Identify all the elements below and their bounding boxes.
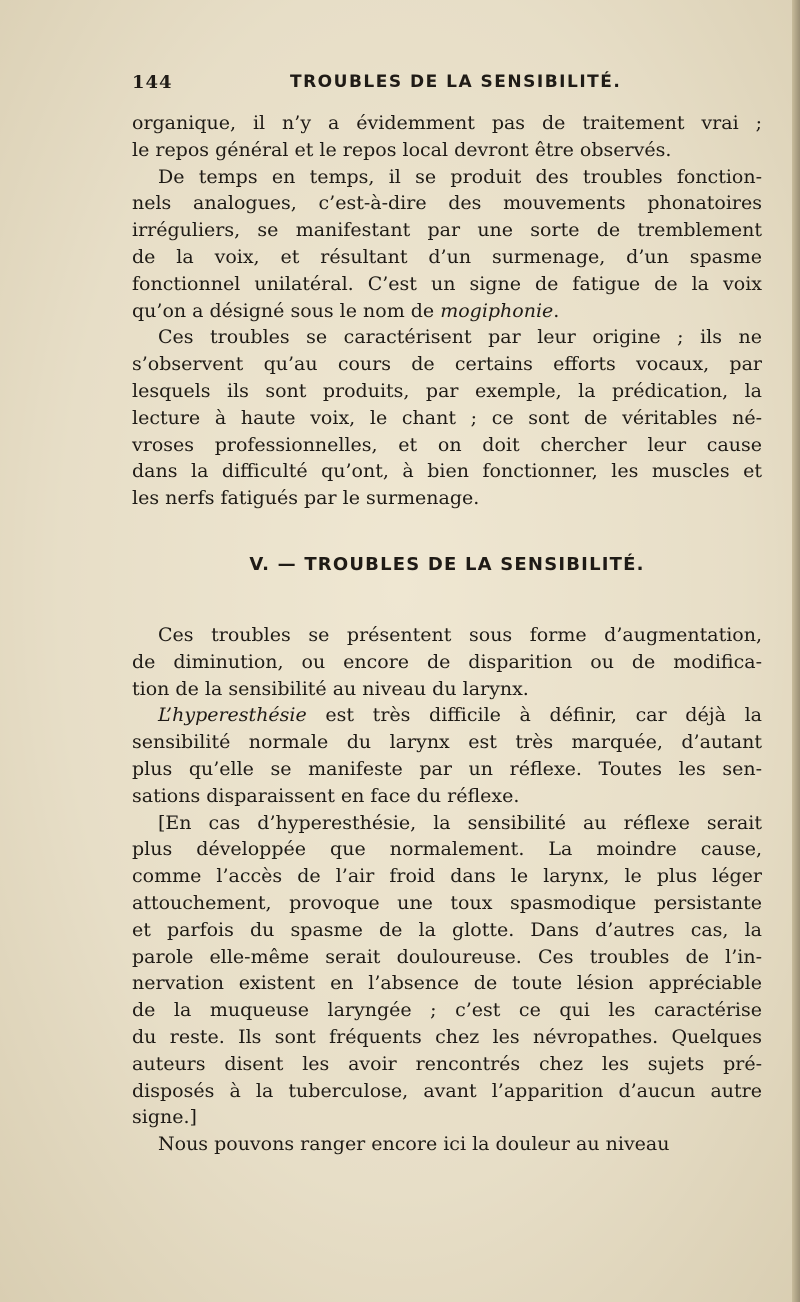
text-line: de la muqueuse laryngée ; c’est ce qui les caractérise [132, 999, 762, 1022]
text-line: disposés à la tuberculose, avant l’apparition d’aucun autre [132, 1079, 762, 1102]
text-line: s’observent qu’au cours de certains efforts vocaux, par [132, 353, 762, 376]
section-heading: V. — TROUBLES DE LA SENSIBILITÉ. [249, 553, 645, 575]
page-edge [792, 0, 800, 1302]
body-text [132, 110, 762, 1158]
text-line: parole elle-même serait douloureuse. Ces troubles de l’in- [132, 945, 762, 968]
text-line: De temps en temps, il se produit des troubles fonction- [158, 165, 762, 188]
text-line: lecture à haute voix, le chant ; ce sont de véritables né- [132, 406, 762, 429]
text-run: est très difficile à définir, car déjà la [306, 704, 762, 727]
text-line: et parfois du spasme de la glotte. Dans d’autres cas, la [132, 918, 762, 941]
text-line [132, 298, 762, 325]
text-line: Ces troubles se présentent sous forme d’augmentation, [158, 623, 762, 646]
text-line: nervation existent en l’absence de toute lésion appréciable [132, 972, 762, 995]
text-line: auteurs disent les avoir rencontrés chez les sujets pré- [132, 1052, 762, 1075]
text-line: lesquels ils sont produits, par exemple, la prédication, la [132, 379, 762, 402]
text-line: du reste. Ils sont fréquents chez les névropathes. Quelques [132, 1025, 762, 1048]
text-line: signe.] [132, 1106, 197, 1129]
text-line: de la voix, et résultant d’un surmenage, d’un spasme [132, 245, 762, 268]
text-line: tion de la sensibilité au niveau du larynx. [132, 677, 529, 700]
text-line: dans la difficulté qu’ont, à bien fonctionner, les muscles et [132, 460, 762, 483]
text-line: nels analogues, c’est-à-dire des mouvements phonatoires [132, 192, 762, 215]
text-line: de diminution, ou encore de disparition ou de modifica- [132, 650, 762, 673]
text-line: sensibilité normale du larynx est très marquée, d’autant [132, 731, 762, 754]
text-line: fonctionnel unilatéral. C’est un signe de fatigue de la voix [132, 272, 762, 295]
text-line: plus développée que normalement. La moindre cause, [132, 838, 762, 861]
text-line: vroses professionnelles, et on doit chercher leur cause [132, 433, 762, 456]
text-line: les nerfs fatigués par le surmenage. [132, 487, 480, 510]
text-line: irréguliers, se manifestant par une sorte de tremblement [132, 219, 762, 242]
running-header [132, 72, 762, 98]
text-line: [En cas d’hyperesthésie, la sensibilité au réflexe serait [158, 811, 762, 834]
text-line: organique, il n’y a évidemment pas de traitement vrai ; [132, 112, 762, 134]
italic-term: L’hyperesthésie [158, 704, 307, 727]
text-line: attouchement, provoque une toux spasmodique persistante [132, 891, 762, 914]
text-line: le repos général et le repos local devront être observés. [132, 138, 672, 161]
running-title: TROUBLES DE LA SENSIBILITÉ. [290, 72, 622, 92]
text-line [132, 702, 762, 729]
text-line: Ces troubles se caractérisent par leur origine ; ils ne [158, 326, 762, 349]
italic-term: mogiphonie [440, 299, 554, 322]
text-line: comme l’accès de l’air froid dans le larynx, le plus léger [132, 865, 762, 888]
page-number: 144 [132, 72, 173, 93]
text-line: plus qu’elle se manifeste par un réflexe. Toutes les sen- [132, 757, 762, 780]
text-line: sations disparaissent en face du réflexe. [132, 784, 520, 807]
text-run: qu’on a désigné sous le nom de [132, 299, 441, 322]
text-line: Nous pouvons ranger encore ici la douleur au niveau [158, 1133, 670, 1156]
text-run: . [553, 299, 560, 322]
